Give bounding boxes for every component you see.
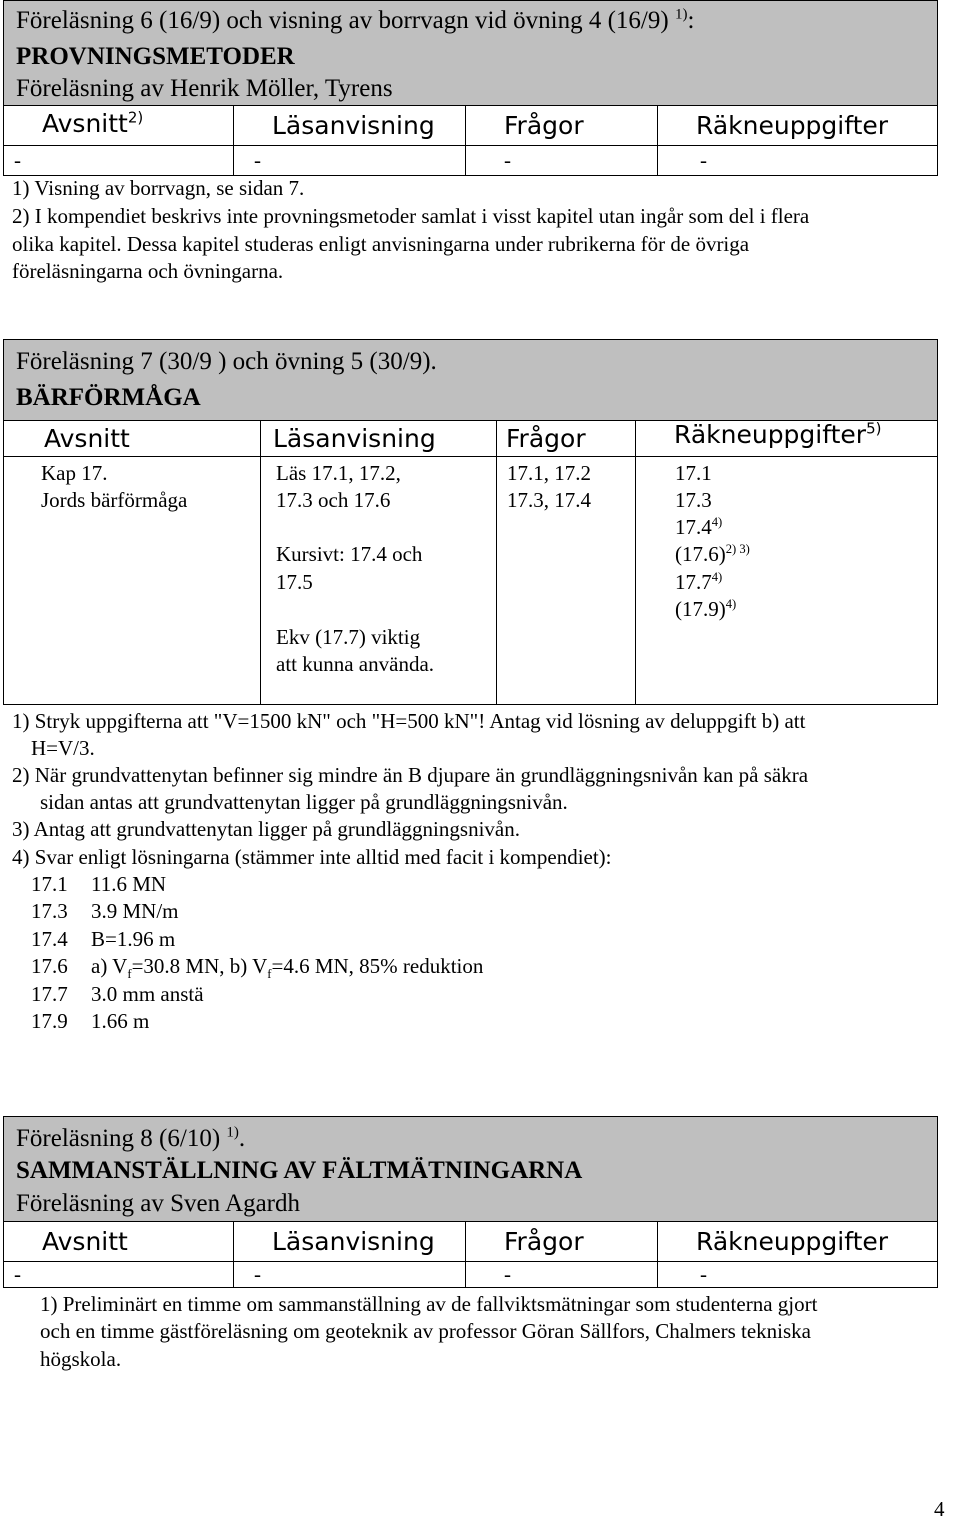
lecture7-fragor: 17.3, 17.4 bbox=[507, 488, 591, 512]
lecture7-title-block bbox=[4, 340, 937, 420]
lecture8-lecturer: Föreläsning av Sven Agardh bbox=[16, 1190, 300, 1217]
lecture6-title: Föreläsning 6 (16/9) och visning av borrvagn vid övning 4 (16/9) $^{1)}$: bbox=[16, 6, 695, 34]
lecture6-cell: - bbox=[14, 148, 21, 172]
lecture7-note: H=V/3. bbox=[31, 736, 95, 760]
lecture8-header-fragor: Frågor bbox=[504, 1227, 584, 1256]
lecture8-title-block bbox=[4, 1117, 937, 1221]
answer-value: B=1.96 m bbox=[91, 927, 176, 951]
lecture7-fragor: 17.1, 17.2 bbox=[507, 461, 591, 485]
lecture7-header-rakneuppgifter: Räkneuppgifter$^{5)}$ bbox=[674, 419, 882, 449]
answer-id: 17.7 bbox=[31, 982, 68, 1006]
lecture6-header-lasanvisning: Läsanvisning bbox=[272, 111, 435, 140]
lecture7-header-fragor: Frågor bbox=[506, 424, 586, 453]
answer-id: 17.1 bbox=[31, 872, 68, 896]
lecture6-title-block bbox=[4, 1, 937, 105]
answer-id: 17.3 bbox=[31, 899, 68, 923]
lecture8-note: och en timme gästföreläsning om geoteknik av professor Göran Sällfors, Chalmers tekniska bbox=[40, 1319, 811, 1343]
answer-id: 17.9 bbox=[31, 1009, 68, 1033]
answer-value: a) $V_f=30.8$ MN, b) $V_f=4.6$ MN, 85% reduktion bbox=[91, 954, 484, 982]
lecture6-note: 2) I kompendiet beskrivs inte provningsmetoder samlat i visst kapitel utan ingår som del i flera bbox=[12, 204, 810, 228]
lecture7-lasanvisning: Ekv (17.7) viktig bbox=[276, 625, 421, 649]
lecture6-note: 1) Visning av borrvagn, se sidan 7. bbox=[12, 176, 305, 200]
lecture8-header-lasanvisning: Läsanvisning bbox=[272, 1227, 435, 1256]
lecture8-table bbox=[3, 1116, 938, 1288]
lecture7-rakne: 17.3 bbox=[675, 488, 712, 512]
lecture8-note: högskola. bbox=[40, 1347, 122, 1371]
answer-id: 17.6 bbox=[31, 954, 68, 978]
lecture7-note: 1) Stryk uppgifterna att "V=1500 kN" och "H=500 kN"! Antag vid lösning av deluppgift b) att bbox=[12, 709, 806, 733]
lecture7-lasanvisning: 17.5 bbox=[276, 570, 313, 594]
answer-value: 3.0 mm anstä bbox=[91, 982, 204, 1006]
lecture7-header-lasanvisning: Läsanvisning bbox=[273, 424, 436, 453]
lecture6-note: föreläsningarna och övningarna. bbox=[12, 259, 284, 283]
lecture7-rakne: 17.1 bbox=[675, 461, 712, 485]
lecture7-lasanvisning: Läs 17.1, 17.2, bbox=[276, 461, 401, 485]
lecture8-note: 1) Preliminärt en timme om sammanställning av de fallviktsmätningar som studenterna gjort bbox=[40, 1292, 818, 1316]
lecture6-header-fragor: Frågor bbox=[504, 111, 584, 140]
lecture8-topic: SAMMANSTÄLLNING AV FÄLTMÄTNINGARNA bbox=[16, 1157, 583, 1184]
lecture6-note: olika kapitel. Dessa kapitel studeras enligt anvisningarna under rubrikerna för de övriga bbox=[12, 232, 750, 256]
answer-value: 11.6 MN bbox=[91, 872, 167, 896]
lecture7-header-avsnitt: Avsnitt bbox=[44, 424, 130, 453]
lecture8-cell: - bbox=[14, 1262, 21, 1286]
page-number: 4 bbox=[934, 1497, 945, 1521]
lecture7-note: 4) Svar enligt lösningarna (stämmer inte alltid med facit i kompendiet): bbox=[12, 845, 612, 869]
lecture6-topic: PROVNINGSMETODER bbox=[16, 43, 295, 70]
answer-value: 3.9 MN/m bbox=[91, 899, 179, 923]
answer-id: 17.4 bbox=[31, 927, 68, 951]
lecture8-header-rakneuppgifter: Räkneuppgifter bbox=[696, 1227, 889, 1256]
lecture7-avsnitt: Kap 17. bbox=[41, 461, 108, 485]
lecture7-title: Föreläsning 7 (30/9 ) och övning 5 (30/9). bbox=[16, 348, 437, 375]
lecture7-note: 3) Antag att grundvattenytan ligger på grundläggningsnivån. bbox=[12, 817, 520, 841]
lecture7-note: 2) När grundvattenytan befinner sig mindre än B djupare än grundläggningsnivån kan på säkra bbox=[12, 763, 809, 787]
lecture6-header-rakneuppgifter: Räkneuppgifter bbox=[696, 111, 889, 140]
lecture7-table bbox=[3, 339, 938, 705]
lecture8-title: Föreläsning 8 (6/10) $^{1)}$. bbox=[16, 1124, 246, 1152]
lecture8-cell: - bbox=[700, 1262, 707, 1286]
lecture6-cell: - bbox=[700, 148, 707, 172]
lecture6-cell: - bbox=[504, 148, 511, 172]
lecture7-rakne: 17.4$^{4)}$ bbox=[675, 515, 723, 539]
lecture8-header-avsnitt: Avsnitt bbox=[42, 1227, 128, 1256]
lecture7-rakne: $(17.6)^{2) 3)}$ bbox=[675, 542, 750, 566]
lecture7-lasanvisning: att kunna använda. bbox=[276, 652, 435, 676]
lecture6-table bbox=[3, 0, 938, 176]
lecture7-rakne: $(17.9)^{4)}$ bbox=[675, 597, 737, 621]
lecture7-lasanvisning: 17.3 och 17.6 bbox=[276, 488, 391, 512]
lecture6-header-avsnitt: Avsnitt$^{2)}$ bbox=[42, 108, 144, 138]
lecture6-lecturer: Föreläsning av Henrik Möller, Tyrens bbox=[16, 75, 393, 102]
lecture8-cell: - bbox=[254, 1262, 261, 1286]
lecture7-avsnitt: Jords bärförmåga bbox=[41, 488, 188, 512]
lecture7-note: sidan antas att grundvattenytan ligger på grundläggningsnivån. bbox=[40, 790, 568, 814]
lecture6-cell: - bbox=[254, 148, 261, 172]
lecture7-rakne: 17.7$^{4)}$ bbox=[675, 570, 723, 594]
answer-value: 1.66 m bbox=[91, 1009, 150, 1033]
lecture7-topic: BÄRFÖRMÅGA bbox=[16, 384, 201, 411]
lecture8-cell: - bbox=[504, 1262, 511, 1286]
lecture7-lasanvisning: Kursivt: 17.4 och bbox=[276, 542, 423, 566]
